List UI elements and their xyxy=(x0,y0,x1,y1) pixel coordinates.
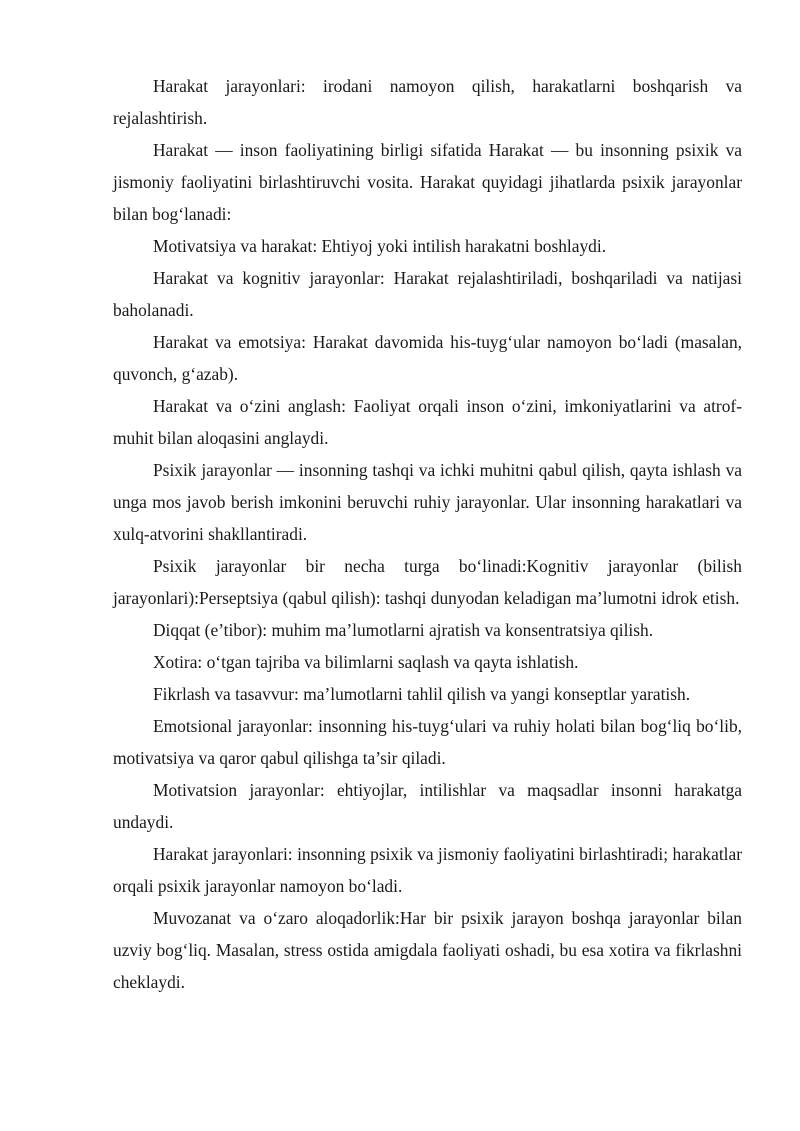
paragraph: Harakat — inson faoliyatining birligi sifatida Harakat — bu insonning psixik va jismoniy faoliyatini birlashtiruvchi vosita. Harakat quyidagi jihatlarda psixik jarayonlar bilan bog‘lanadi: xyxy=(113,140,742,224)
paragraph: Psixik jarayonlar bir necha turga bo‘linadi:Kognitiv jarayonlar (bilish jarayonlari):Perseptsiya (qabul qilish): tashqi dunyodan keladigan ma’lumotni idrok etish. xyxy=(113,556,742,608)
paragraph: Harakat va o‘zini anglash: Faoliyat orqali inson o‘zini, imkoniyatlarini va atrof-muhit bilan aloqasini anglaydi. xyxy=(113,396,742,448)
paragraph: Diqqat (e’tibor): muhim ma’lumotlarni ajratish va konsentratsiya qilish. xyxy=(153,620,654,640)
paragraph: Harakat jarayonlari: insonning psixik va jismoniy faoliyatini birlashtiradi; harakatlar orqali psixik jarayonlar namoyon bo‘ladi. xyxy=(113,844,742,896)
paragraph: Muvozanat va o‘zaro aloqadorlik:Har bir psixik jarayon boshqa jarayonlar bilan uzviy bog‘liq. Masalan, stress ostida amigdala faoliyati oshadi, bu esa xotira va fikrlashni cheklaydi. xyxy=(113,908,742,992)
paragraph: Harakat va kognitiv jarayonlar: Harakat rejalashtiriladi, boshqariladi va natijasi baholanadi. xyxy=(113,268,742,320)
paragraph: Psixik jarayonlar — insonning tashqi va ichki muhitni qabul qilish, qayta ishlash va unga mos javob berish imkonini beruvchi ruhiy jarayonlar. Ular insonning harakatlari va xulq-atvorini shakllantiradi. xyxy=(113,460,742,544)
paragraph: Fikrlash va tasavvur: ma’lumotlarni tahlil qilish va yangi konseptlar yaratish. xyxy=(153,684,691,704)
paragraph: Emotsional jarayonlar: insonning his-tuyg‘ulari va ruhiy holati bilan bog‘liq bo‘lib, motivatsiya va qaror qabul qilishga ta’sir qiladi. xyxy=(113,716,742,768)
document-body xyxy=(113,70,742,998)
paragraph: Harakat jarayonlari: irodani namoyon qilish, harakatlarni boshqarish va rejalashtirish. xyxy=(113,76,742,128)
paragraph: Motivatsiya va harakat: Ehtiyoj yoki intilish harakatni boshlaydi. xyxy=(153,236,607,256)
paragraph: Xotira: o‘tgan tajriba va bilimlarni saqlash va qayta ishlatish. xyxy=(153,652,579,672)
paragraph: Harakat va emotsiya: Harakat davomida his-tuyg‘ular namoyon bo‘ladi (masalan, quvonch, g‘azab). xyxy=(113,332,742,384)
paragraph: Motivatsion jarayonlar: ehtiyojlar, intilishlar va maqsadlar insonni harakatga undaydi. xyxy=(113,780,742,832)
